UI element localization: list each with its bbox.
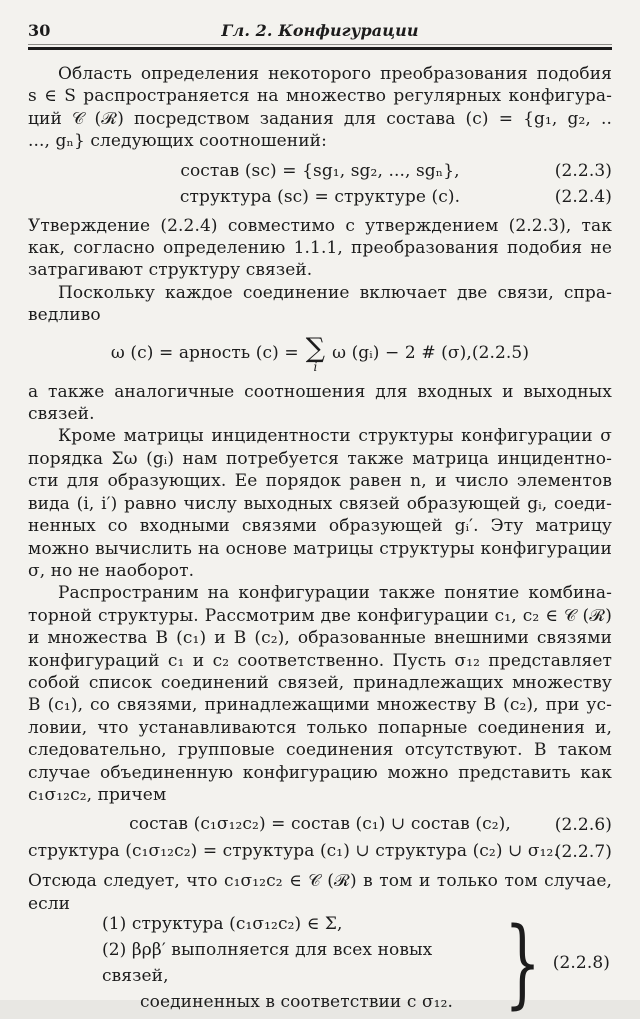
- sigma-operator: ∑: [305, 332, 326, 364]
- paragraph-2: [28, 215, 612, 282]
- text-line: c₁σ₁₂c₂, причем: [28, 784, 167, 805]
- equation-2-2-3: [28, 158, 612, 184]
- text-line: порядка Σω (gᵢ) нам потребуется также матрица инцидентно-: [28, 448, 612, 469]
- closing-brace: }: [503, 907, 541, 1019]
- text-line: если: [28, 893, 71, 914]
- text-line: ловии, что устанавливаются только попарные соединения и,: [28, 717, 612, 738]
- text-line: как, согласно определению 1.1.1, преобразования подобия не: [28, 238, 612, 259]
- equation-number: (2.2.6): [554, 814, 612, 835]
- equation-left-part: ω (c) = арность (c) =: [110, 343, 299, 364]
- equation-number: (2.2.4): [554, 186, 612, 207]
- text-line: следовательно, групповые соединения отсутствуют. В таком: [28, 740, 612, 761]
- condition-line-3: соединенных в соответствии с σ₁₂.: [140, 992, 454, 1013]
- paragraph-1: [28, 63, 612, 153]
- text-line: Область определения некоторого преобразования подобия: [58, 64, 612, 84]
- page-number: 30: [28, 21, 51, 40]
- text-line: s ∈ S распространяется на множество регулярных конфигура-: [28, 86, 612, 107]
- equation-body: структура (sc) = структуре (c).: [179, 186, 461, 207]
- text-line: Кроме матрицы инцидентности структуры конфигурации σ: [58, 426, 612, 447]
- text-line: ций 𝒞 (ℛ) посредством задания для состава (c) = {g₁, g₂, ..: [28, 108, 612, 129]
- equation-2-2-8-conditions: [102, 911, 488, 1015]
- text-line: Утверждение (2.2.4) совместимо с утверждением (2.2.3), так: [28, 215, 612, 236]
- equation-number: (2.2.5): [471, 343, 530, 364]
- sigma-index: i: [313, 359, 318, 374]
- text-line: можно вычислить на основе матрицы структуры конфигурации: [28, 538, 612, 559]
- text-line: сти для образующих. Ее порядок равен n, и число элементов: [28, 471, 612, 492]
- equation-number: (2.2.3): [554, 160, 612, 181]
- paragraph-5: [28, 425, 612, 582]
- condition-line-2: (2) βρβ′ выполняется для всех новых связей,: [102, 940, 433, 987]
- equation-group-2: [28, 811, 612, 865]
- equation-body: состав (c₁σ₁₂c₂) = состав (c₁) ∪ состав (c₂),: [129, 814, 511, 835]
- text-line: конфигураций c₁ и c₂ соответственно. Пусть σ₁₂ представляет: [28, 650, 612, 671]
- equation-body: структура (c₁σ₁₂c₂) = структура (c₁) ∪ структура (c₂) ∪ σ₁₂.: [28, 841, 559, 862]
- equation-2-2-6: [28, 811, 612, 838]
- text-line: Поскольку каждое соединение включает две связи, спра-: [58, 282, 612, 303]
- equation-2-2-7: [28, 838, 612, 865]
- equation-body: [110, 332, 472, 374]
- text-line: торной структуры. Рассмотрим две конфигурации c₁, c₂ ∈ 𝒞 (ℛ): [28, 605, 612, 626]
- text-line: и множества B (c₁) и B (c₂), образованные внешними связями: [28, 628, 612, 649]
- text-line: вида (i, i′) равно числу выходных связей образующей gᵢ, соеди-: [28, 493, 612, 514]
- paragraph-6: [28, 582, 612, 806]
- text-line: ..., gₙ} следующих соотношений:: [28, 131, 327, 152]
- paragraph-3: [28, 282, 612, 327]
- text-line: B (c₁), со связями, принадлежащими множеству B (c₂), при ус-: [28, 695, 612, 716]
- equation-body: состав (sc) = {sg₁, sg₂, ..., sgₙ},: [180, 160, 460, 181]
- sigma-sum: [305, 332, 326, 374]
- text-line: связей.: [28, 404, 95, 425]
- text-line: Отсюда следует, что c₁σ₁₂c₂ ∈ 𝒞 (ℛ) в том и только том случае,: [28, 871, 612, 892]
- text-line: а также аналогичные соотношения для входных и выходных: [28, 381, 612, 402]
- equation-group-1: [28, 158, 612, 210]
- equation-number: (2.2.7): [554, 841, 612, 862]
- equation-2-2-4: [28, 184, 612, 210]
- header-rule: [28, 44, 612, 50]
- equation-2-2-5: [28, 330, 612, 378]
- text-line: ведливо: [28, 305, 101, 326]
- text-line: Распространим на конфигурации также понятие комбина-: [58, 583, 612, 604]
- equation-2-2-8: [28, 907, 612, 1019]
- equation-right-part: ω (gᵢ) − 2 # (σ),: [332, 343, 472, 364]
- equation-number: (2.2.8): [552, 952, 610, 973]
- text-line: ненных со входными связями образующей gᵢ′. Эту матрицу: [28, 516, 612, 537]
- text-line: затрагивают структуру связей.: [28, 260, 313, 281]
- chapter-title: Гл. 2. Конфигурации: [221, 21, 419, 40]
- page-body: [28, 63, 612, 1019]
- condition-line-1: (1) структура (c₁σ₁₂c₂) ∈ Σ,: [102, 914, 343, 935]
- text-line: σ, но не наоборот.: [28, 560, 195, 581]
- text-line: случае объединенную конфигурацию можно представить как: [28, 762, 612, 783]
- paragraph-4: [28, 381, 612, 426]
- page-header: [28, 20, 612, 42]
- text-line: собой список соединений связей, принадлежащих множеству: [28, 672, 612, 693]
